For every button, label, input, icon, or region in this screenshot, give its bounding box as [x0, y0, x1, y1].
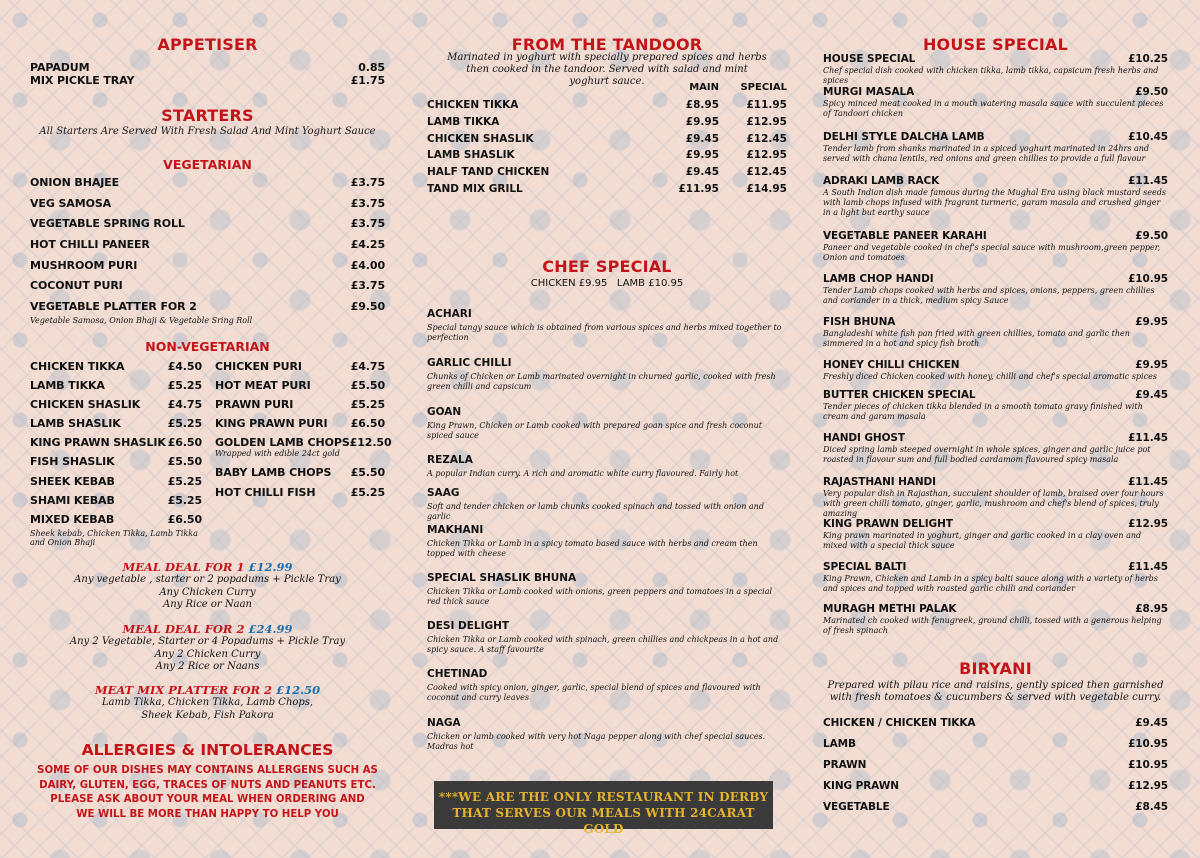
house-item: DELHI STYLE DALCHA LAMB £10.45 Tender lamb from shanks marinated in a spiced yoghurt marinated in 24hrs and served with chana lentils, red onions and green chillies to provide a full flavour: [823, 131, 1168, 163]
chef-item: MAKHANI Chicken Tikka or Lamb in a spicy tomato based sauce with herbs and cream then topped with cheese: [427, 524, 758, 558]
col-main: MAIN: [689, 82, 719, 93]
menu-item: FISH SHASLIK £5.50: [30, 455, 202, 469]
menu-item: MIX PICKLE TRAY £1.75: [30, 74, 385, 87]
menu-item: LAMB SHASLIK £5.25: [30, 417, 202, 431]
house-item: FISH BHUNA £9.95 Bangladeshi white fish pan fried with green chillies, tomato and garlic then simmered in a hot and spicy fish broth: [823, 316, 1168, 348]
menu-item: HALF TAND CHICKEN £9.45 £12.45: [427, 166, 787, 179]
house-item: KING PRAWN DELIGHT £12.95 King prawn marinated in yoghurt, ginger and garlic cooked in a clay oven and mixed with a special thick sauce: [823, 518, 1168, 550]
nonveg-left-list: [30, 357, 202, 548]
house-item: ADRAKI LAMB RACK £11.45 A South Indian dish made famous during the Mughal Era using black mustard seeds with lamb chops infused with fragrant turmeric, garam masala and crushed ginger in a light but earthy sauce: [823, 175, 1168, 217]
vegetarian-list: [30, 173, 385, 318]
veg-platter-desc: Vegetable Samosa, Onion Bhaji & Vegetable Sring Roll: [30, 316, 253, 325]
menu-item: COCONUT PURI £3.75: [30, 279, 385, 293]
menu-item: MUSHROOM PURI £4.00: [30, 258, 385, 272]
menu-item: VEG SAMOSA £3.75: [30, 196, 385, 210]
menu-item: LAMB TIKKA £5.25: [30, 379, 202, 393]
menu-item: CHICKEN TIKKA £4.50: [30, 360, 202, 373]
mixed-kebab-desc: Sheek kebab, Chicken Tikka, Lamb Tikka and Onion Bhaji: [30, 528, 198, 547]
golden-chops-desc: Wrapped with edible 24ct gold: [215, 449, 340, 459]
chef-item: GOAN King Prawn, Chicken or Lamb cooked with prepared goan spice and fresh coconut spiced sauce: [427, 406, 762, 440]
menu-item: LAMB £10.95: [823, 738, 1168, 750]
starters-note: All Starters Are Served With Fresh Salad And Mint Yoghurt Sauce: [39, 126, 376, 137]
biryani-list: [823, 713, 1168, 818]
menu-item: KING PRAWN SHASLIK £6.50: [30, 436, 202, 450]
allergies-text: SOME OF OUR DISHES MAY CONTAINS ALLERGENS SUCH AS DAIRY, GLUTEN, EGG, TRACES OF NUTS AND PEANUTS ETC. PLEASE ASK ABOUT YOUR MEAL WHEN ORDERING AND WE WILL BE MORE THAN HAPPY TO HELP YOU: [37, 765, 378, 820]
tandoor-header: [427, 82, 787, 93]
appetiser-title: APPETISER: [157, 35, 258, 54]
chef-item: SAAG Soft and tender chicken or lamb chunks cooked spinach and tossed with onion and garlic: [427, 487, 764, 521]
menu-item: CHICKEN TIKKA £8.95 £11.95: [427, 99, 787, 111]
nonveg-right-list: [215, 357, 392, 548]
tandoor-note: Marinated in yoghurt with specially prepared spices and herbs then cooked in the tandoor. Served with salad and mint yoghurt sauce.: [447, 52, 767, 87]
biryani-note: Prepared with pilau rice and raisins, gently spiced then garnished with fresh tomatoes & cucumbers & served with vegetable curry.: [827, 680, 1164, 703]
menu-item: KING PRAWN PURI £6.50: [215, 417, 385, 431]
left-column: [30, 0, 392, 858]
house-item: BUTTER CHICKEN SPECIAL £9.45 Tender pieces of chicken tikka blended in a smooth tomato gravy finished with cream and garam masala: [823, 389, 1168, 421]
menu-item: GOLDEN LAMB CHOPS £12.50: [215, 436, 392, 450]
house-item: HONEY CHILLI CHICKEN £9.95 Freshly diced Chicken cooked with honey, chilli and chef's special aromatic spices: [823, 359, 1168, 381]
menu-item: VEGETABLE SPRING ROLL £3.75: [30, 217, 385, 231]
chef-special-prices: CHICKEN £9.95 LAMB £10.95: [530, 278, 684, 289]
menu-item: CHICKEN SHASLIK £4.75: [30, 398, 202, 412]
menu-item: BABY LAMB CHOPS £5.50: [215, 466, 385, 480]
menu-item: VEGETABLE £8.45: [823, 801, 1168, 813]
tandoor-title: FROM THE TANDOOR: [511, 35, 703, 54]
chef-item: SPECIAL SHASLIK BHUNA Chicken Tikka or Lamb cooked with onions, green peppers and tomatoes in a special red thick sauce: [427, 572, 773, 606]
starters-title: STARTERS: [161, 106, 254, 125]
tandoor-list: [427, 97, 787, 198]
middle-column: [427, 0, 787, 858]
house-item: MURAGH METHI PALAK £8.95 Marinated ch cooked with fenugreek, ground chilli, tossed with a generous helping of fresh spinach: [823, 603, 1168, 635]
menu-item: LAMB SHASLIK £9.95 £12.95: [427, 149, 787, 162]
chef-item: ACHARI Special tangy sauce which is obtained from various spices and herbs mixed together to perfection: [427, 308, 782, 342]
house-item: HANDI GHOST £11.45 Diced spring lamb steeped overnight in whole spices, ginger and garlic juice pot roasted in flavour sum and full bodied cardamom flavoured spicy masala: [823, 432, 1168, 464]
menu-item: SHEEK KEBAB £5.25: [30, 474, 202, 488]
menu-item: CHICKEN / CHICKEN TIKKA £9.45: [823, 717, 1168, 729]
house-item: VEGETABLE PANEER KARAHI £9.50 Paneer and vegetable cooked in chef's special sauce with mushroom,green pepper, Onion and tomatoes: [823, 230, 1168, 262]
house-item: MURGI MASALA £9.50 Spicy minced meat cooked in a mouth watering masala sauce with succulent pieces of Tandoori chicken: [823, 86, 1168, 118]
gold-banner: ***WE ARE THE ONLY RESTAURANT IN DERBY THAT SERVES OUR MEALS WITH 24CARAT GOLD: [434, 781, 773, 829]
col-special: SPECIAL: [740, 82, 787, 93]
menu-item: ONION BHAJEE £3.75: [30, 176, 385, 189]
chef-item: NAGA Chicken or lamb cooked with very hot Naga pepper along with chef special sauces. Madras hot: [427, 717, 766, 751]
menu-item: PRAWN £10.95: [823, 759, 1168, 771]
house-item: LAMB CHOP HANDI £10.95 Tender Lamb chops cooked with herbs and spices, onions, peppers, green chillies and coriander in a thick, medium spicy Sauce: [823, 273, 1168, 305]
right-column: [823, 0, 1168, 858]
vegetarian-title: VEGETARIAN: [163, 157, 252, 172]
menu-item: PRAWN PURI £5.25: [215, 398, 385, 412]
menu-item: TAND MIX GRILL £11.95 £14.95: [427, 182, 787, 195]
menu-item: MIXED KEBAB £6.50: [30, 512, 202, 526]
menu-item: HOT CHILLI PANEER £4.25: [30, 238, 385, 252]
chef-item: CHETINAD Cooked with spicy onion, ginger, garlic, special blend of spices and flavoured with coconut and curry leaves: [427, 668, 761, 702]
menu-item: SHAMI KEBAB £5.25: [30, 493, 202, 507]
house-item: SPECIAL BALTI £11.45 King Prawn, Chicken and Lamb in a spicy balti sauce along with a variety of herbs and spices and topped with roasted garlic chilli and coriander: [823, 561, 1168, 593]
menu-item: HOT MEAT PURI £5.50: [215, 379, 385, 393]
appetiser-list: [30, 61, 385, 87]
chef-item: DESI DELIGHT Chicken Tikka or Lamb cooked with spinach, green chillies and chickpeas in a hot and spicy sauce. A staff favourite: [427, 620, 779, 654]
menu-item: PAPADUM 0.85: [30, 61, 385, 74]
meat-mix-platter: MEAT MIX PLATTER FOR 2 £12.50 Lamb Tikka, Chicken Tikka, Lamb Chops, Sheek Kebab, Fish Pakora: [94, 683, 321, 721]
menu-item: KING PRAWN £12.95: [823, 780, 1168, 792]
chef-special-title: CHEF SPECIAL: [542, 257, 672, 276]
house-special-title: HOUSE SPECIAL: [922, 35, 1069, 54]
menu-item: CHICKEN PURI £4.75: [215, 360, 385, 373]
house-item: HOUSE SPECIAL £10.25 Chef special dish cooked with chicken tikka, lamb tikka, capsicum fresh herbs and spices: [823, 53, 1168, 85]
menu-item: CHICKEN SHASLIK £9.45 £12.45: [427, 132, 787, 145]
menu-item: HOT CHILLI FISH £5.25: [215, 485, 385, 499]
meal-deal-2: MEAL DEAL FOR 2 £24.99 Any 2 Vegetable, Starter or 4 Popadums + Pickle Tray Any 2 Chicken Curry Any 2 Rice or Naans: [69, 622, 346, 673]
allergies-title: ALLERGIES & INTOLERANCES: [81, 741, 334, 759]
nonveg-grid: [30, 357, 392, 548]
meal-deal-1: MEAL DEAL FOR 1 £12.99 Any vegetable , starter or 2 popadums + Pickle Tray Any Chicken Curry Any Rice or Naan: [74, 560, 341, 611]
menu-item: VEGETABLE PLATTER FOR 2 £9.50: [30, 300, 385, 314]
chef-item: REZALA A popular Indian curry. A rich and aromatic white curry flavoured. Fairly hot: [427, 454, 739, 478]
chef-item: GARLIC CHILLI Chunks of Chicken or Lamb marinated overnight in churned garlic, cooked with fresh green chilli and capsicum: [427, 357, 776, 391]
house-item: RAJASTHANI HANDI £11.45 Very popular dish in Rajasthan, succulent shoulder of lamb, braised over four hours with green chilli tomato, ginger, garlic, mushroom and chef's blend of spices, truly amazing: [823, 476, 1168, 518]
biryani-title: BIRYANI: [959, 659, 1032, 678]
menu-item: LAMB TIKKA £9.95 £12.95: [427, 115, 787, 128]
nonveg-title: NON-VEGETARIAN: [145, 339, 270, 354]
